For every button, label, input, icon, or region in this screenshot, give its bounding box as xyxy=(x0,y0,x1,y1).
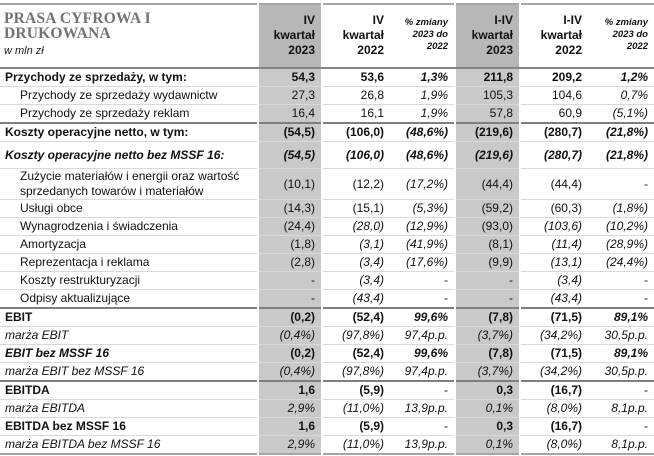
value-cell: (280,7) xyxy=(520,123,588,142)
value-cell: (3,7%) xyxy=(455,363,520,382)
value-cell: (17,2%) xyxy=(390,169,455,200)
value-cell: (3,4) xyxy=(322,254,390,272)
value-cell: 26,8 xyxy=(322,87,390,105)
value-cell: 30,5p.p. xyxy=(588,327,654,345)
column-header xyxy=(258,4,322,68)
value-cell: (97,8%) xyxy=(322,327,390,345)
value-cell: (24,4) xyxy=(258,218,322,236)
unit-label: w mln zł xyxy=(4,45,44,57)
value-cell: (13,1) xyxy=(520,254,588,272)
column-header-line: % zmiany xyxy=(404,17,448,28)
value-cell: (7,8) xyxy=(455,345,520,363)
row-label: Koszty operacyjne netto bez MSSF 16: xyxy=(0,142,258,169)
column-header-line: I-IV xyxy=(563,12,582,27)
value-cell: (5,3%) xyxy=(390,200,455,218)
value-cell: (5,1%) xyxy=(588,105,654,124)
table-row xyxy=(0,254,654,272)
value-cell: 0,3 xyxy=(455,418,520,436)
value-cell: 0,7% xyxy=(588,87,654,105)
title-cell xyxy=(0,4,258,68)
table-row xyxy=(0,169,654,200)
table-row xyxy=(0,327,654,345)
table-row xyxy=(0,87,654,105)
row-label: EBIT bez MSSF 16 xyxy=(0,345,258,363)
financial-results-table xyxy=(0,3,654,455)
column-header-line: kwartał xyxy=(273,27,315,42)
value-cell: (43,4) xyxy=(520,290,588,309)
value-cell: (0,4%) xyxy=(258,327,322,345)
column-header-line: 2022 xyxy=(555,42,582,57)
value-cell: - xyxy=(455,272,520,290)
column-header-line: 2023 xyxy=(288,42,315,57)
value-cell: (2,8) xyxy=(258,254,322,272)
value-cell: (5,9) xyxy=(322,381,390,400)
value-cell: (3,4) xyxy=(322,272,390,290)
value-cell: (106,0) xyxy=(322,123,390,142)
value-cell: (5,9) xyxy=(322,418,390,436)
value-cell: 1,3% xyxy=(390,68,455,87)
value-cell: (0,2) xyxy=(258,308,322,327)
value-cell: (44,4) xyxy=(455,169,520,200)
value-cell: 8,1p.p. xyxy=(588,400,654,418)
row-label: Odpisy aktualizujące xyxy=(0,290,258,309)
value-cell: (34,2%) xyxy=(520,327,588,345)
value-cell: (3,1) xyxy=(322,236,390,254)
column-header-line: % zmiany xyxy=(604,17,648,28)
value-cell: (52,4) xyxy=(322,308,390,327)
column-header xyxy=(322,4,390,68)
column-header-line: I-IV xyxy=(494,12,513,27)
value-cell: 2,9% xyxy=(258,400,322,418)
value-cell: (8,0%) xyxy=(520,436,588,455)
value-cell: (1,8%) xyxy=(588,200,654,218)
row-label: Wynagrodzenia i świadczenia xyxy=(0,218,258,236)
value-cell: (16,7) xyxy=(520,418,588,436)
value-cell: (8,0%) xyxy=(520,400,588,418)
value-cell: (12,9%) xyxy=(390,218,455,236)
table-row xyxy=(0,308,654,327)
value-cell: (93,0) xyxy=(455,218,520,236)
value-cell: (15,1) xyxy=(322,200,390,218)
value-cell: 1,9% xyxy=(390,105,455,124)
value-cell: (21,8%) xyxy=(588,142,654,169)
value-cell: (11,4) xyxy=(520,236,588,254)
value-cell: (219,6) xyxy=(455,142,520,169)
value-cell: 89,1% xyxy=(588,308,654,327)
value-cell: (60,3) xyxy=(520,200,588,218)
row-label: Przychody ze sprzedaży reklam xyxy=(0,105,258,124)
row-label: Zużycie materiałów i energii oraz wartość sprzedanych towarów i materiałów xyxy=(0,169,258,200)
column-header-line: 2023 do 2022 xyxy=(412,29,448,52)
value-cell: 16,1 xyxy=(322,105,390,124)
column-header-line: IV xyxy=(372,12,384,27)
value-cell: (219,6) xyxy=(455,123,520,142)
value-cell: (10,2%) xyxy=(588,218,654,236)
header-row xyxy=(0,4,654,68)
column-header-line: kwartał xyxy=(471,27,513,42)
value-cell: 99,6% xyxy=(390,345,455,363)
value-cell: (54,5) xyxy=(258,123,322,142)
value-cell: (10,1) xyxy=(258,169,322,200)
table-row xyxy=(0,218,654,236)
value-cell: 13,9p.p. xyxy=(390,436,455,455)
row-label: Przychody ze sprzedaży, w tym: xyxy=(0,68,258,87)
value-cell: (3,7%) xyxy=(455,327,520,345)
table-body xyxy=(0,68,654,454)
value-cell: (0,2) xyxy=(258,345,322,363)
table-row xyxy=(0,436,654,455)
column-header-line: 2022 xyxy=(357,42,384,57)
table-row xyxy=(0,363,654,382)
value-cell: (9,9) xyxy=(455,254,520,272)
column-header-line: IV xyxy=(303,12,315,27)
value-cell: (71,5) xyxy=(520,345,588,363)
value-cell: (34,2%) xyxy=(520,363,588,382)
value-cell: - xyxy=(258,272,322,290)
value-cell: 27,3 xyxy=(258,87,322,105)
value-cell: (48,6%) xyxy=(390,123,455,142)
value-cell: (106,0) xyxy=(322,142,390,169)
value-cell: (280,7) xyxy=(520,142,588,169)
value-cell: (103,6) xyxy=(520,218,588,236)
table-row xyxy=(0,272,654,290)
value-cell: 1,6 xyxy=(258,418,322,436)
value-cell: - xyxy=(390,272,455,290)
value-cell: 97,4p.p. xyxy=(390,363,455,382)
value-cell: 209,2 xyxy=(520,68,588,87)
value-cell: 13,9p.p. xyxy=(390,400,455,418)
value-cell: - xyxy=(390,381,455,400)
value-cell: - xyxy=(390,290,455,309)
column-header-line: kwartał xyxy=(540,27,582,42)
value-cell: (48,6%) xyxy=(390,142,455,169)
value-cell: - xyxy=(588,381,654,400)
value-cell: (71,5) xyxy=(520,308,588,327)
value-cell: (54,5) xyxy=(258,142,322,169)
row-label: Koszty operacyjne netto, w tym: xyxy=(0,123,258,142)
value-cell: (17,6%) xyxy=(390,254,455,272)
column-header xyxy=(520,4,588,68)
table-row xyxy=(0,345,654,363)
column-header-line: kwartał xyxy=(342,27,384,42)
value-cell: 60,9 xyxy=(520,105,588,124)
value-cell: 57,8 xyxy=(455,105,520,124)
column-header-line: 2023 do 2022 xyxy=(612,29,648,52)
value-cell: (28,0) xyxy=(322,218,390,236)
column-header-line: 2023 xyxy=(486,42,513,57)
value-cell: 0,1% xyxy=(455,400,520,418)
value-cell: (11,0%) xyxy=(322,436,390,455)
row-label: Reprezentacja i reklama xyxy=(0,254,258,272)
value-cell: (41,9%) xyxy=(390,236,455,254)
row-label: marża EBIT xyxy=(0,327,258,345)
row-label: marża EBIT bez MSSF 16 xyxy=(0,363,258,382)
value-cell: - xyxy=(455,290,520,309)
value-cell: (24,4%) xyxy=(588,254,654,272)
value-cell: (28,9%) xyxy=(588,236,654,254)
table-row xyxy=(0,290,654,309)
row-label: EBIT xyxy=(0,308,258,327)
value-cell: (97,8%) xyxy=(322,363,390,382)
value-cell: 105,3 xyxy=(455,87,520,105)
row-label: Amortyzacja xyxy=(0,236,258,254)
value-cell: 0,3 xyxy=(455,381,520,400)
report-title: PRASA CYFROWA I DRUKOWANA xyxy=(4,10,151,42)
value-cell: 2,9% xyxy=(258,436,322,455)
table-row xyxy=(0,418,654,436)
table-row xyxy=(0,236,654,254)
column-header xyxy=(588,4,654,68)
value-cell: 211,8 xyxy=(455,68,520,87)
value-cell: 16,4 xyxy=(258,105,322,124)
value-cell: - xyxy=(588,272,654,290)
value-cell: (12,2) xyxy=(322,169,390,200)
value-cell: - xyxy=(390,418,455,436)
value-cell: 30,5p.p. xyxy=(588,363,654,382)
value-cell: - xyxy=(588,418,654,436)
table-row xyxy=(0,105,654,124)
value-cell: 1,6 xyxy=(258,381,322,400)
row-label: Koszty restrukturyzacji xyxy=(0,272,258,290)
table-row xyxy=(0,142,654,169)
column-header xyxy=(455,4,520,68)
value-cell: - xyxy=(258,290,322,309)
value-cell: 53,6 xyxy=(322,68,390,87)
value-cell: (1,8) xyxy=(258,236,322,254)
value-cell: 8,1p.p. xyxy=(588,436,654,455)
row-label: Usługi obce xyxy=(0,200,258,218)
value-cell: (11,0%) xyxy=(322,400,390,418)
row-label: EBITDA xyxy=(0,381,258,400)
value-cell: (43,4) xyxy=(322,290,390,309)
value-cell: 1,2% xyxy=(588,68,654,87)
row-label: EBITDA bez MSSF 16 xyxy=(0,418,258,436)
value-cell: 104,6 xyxy=(520,87,588,105)
value-cell: (16,7) xyxy=(520,381,588,400)
table-row xyxy=(0,123,654,142)
value-cell: (44,4) xyxy=(520,169,588,200)
value-cell: (59,2) xyxy=(455,200,520,218)
table-row xyxy=(0,68,654,87)
value-cell: 54,3 xyxy=(258,68,322,87)
value-cell: (21,8%) xyxy=(588,123,654,142)
value-cell: 89,1% xyxy=(588,345,654,363)
value-cell: 97,4p.p. xyxy=(390,327,455,345)
value-cell: - xyxy=(588,169,654,200)
value-cell: (52,4) xyxy=(322,345,390,363)
value-cell: 99,6% xyxy=(390,308,455,327)
row-label: Przychody ze sprzedaży wydawnictw xyxy=(0,87,258,105)
row-label: marża EBITDA bez MSSF 16 xyxy=(0,436,258,455)
table-row xyxy=(0,200,654,218)
value-cell: 0,1% xyxy=(455,436,520,455)
value-cell: (14,3) xyxy=(258,200,322,218)
value-cell: (8,1) xyxy=(455,236,520,254)
value-cell: (7,8) xyxy=(455,308,520,327)
row-label: marża EBITDA xyxy=(0,400,258,418)
value-cell: (0,4%) xyxy=(258,363,322,382)
column-header xyxy=(390,4,455,68)
table-row xyxy=(0,400,654,418)
value-cell: - xyxy=(588,290,654,309)
value-cell: 1,9% xyxy=(390,87,455,105)
table-row xyxy=(0,381,654,400)
value-cell: (3,4) xyxy=(520,272,588,290)
